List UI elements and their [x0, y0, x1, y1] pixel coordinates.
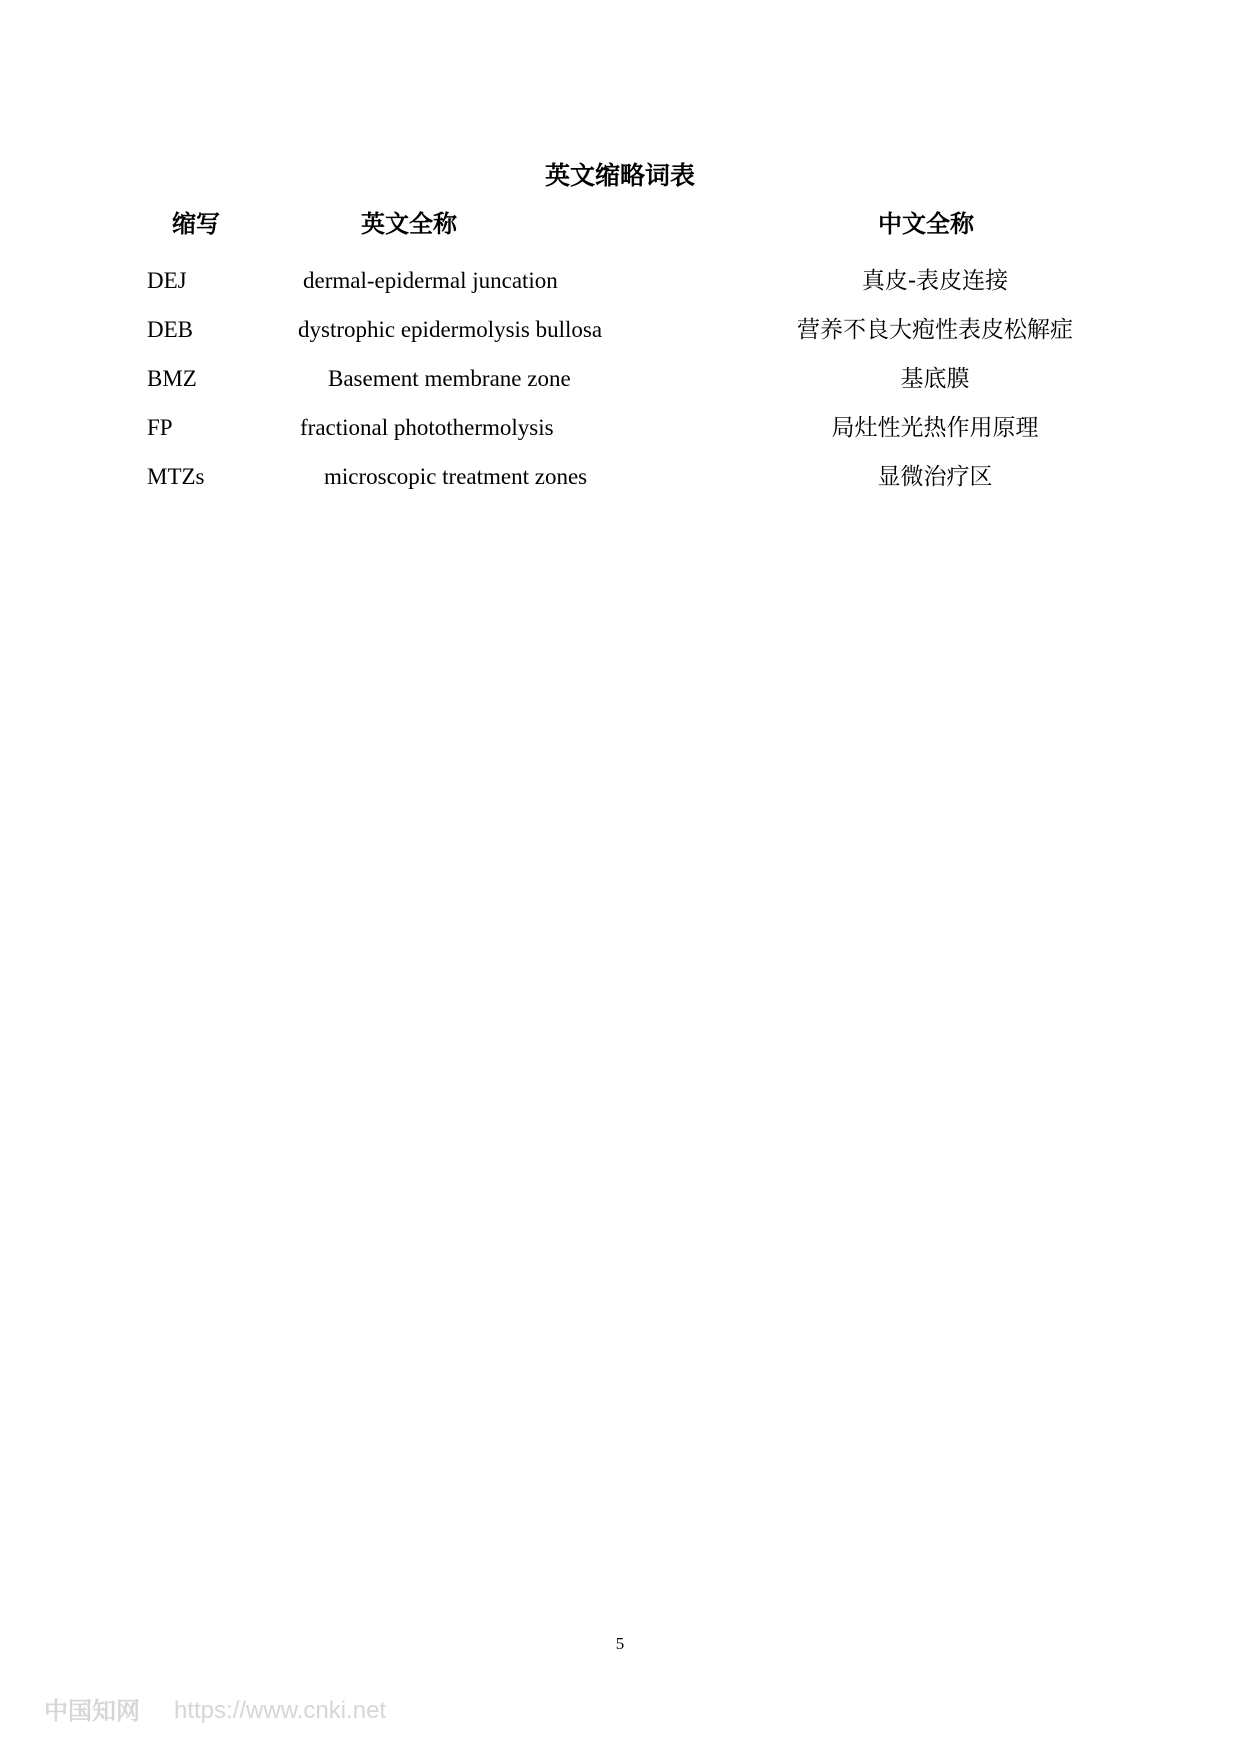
english-full-name-cell: fractional photothermolysis — [300, 415, 554, 440]
table-row — [0, 410, 1240, 459]
table-row — [0, 312, 1240, 361]
header-chinese-full-name: 中文全称 — [878, 210, 974, 238]
cnki-watermark — [44, 1696, 386, 1726]
chinese-full-name-cell: 局灶性光热作用原理 — [831, 415, 1039, 441]
page-title: 英文缩略词表 — [544, 161, 695, 190]
header-abbreviation: 缩写 — [172, 210, 220, 238]
table-row — [0, 459, 1240, 508]
abbreviation-cell: DEB — [147, 317, 193, 342]
page-number: 5 — [615, 1634, 625, 1653]
english-full-name-cell: dermal-epidermal juncation — [303, 268, 558, 293]
abbreviation-cell: FP — [147, 415, 173, 440]
abbreviation-cell: BMZ — [147, 366, 197, 391]
header-english-full-name: 英文全称 — [361, 210, 457, 238]
chinese-full-name-cell: 真皮-表皮连接 — [861, 268, 1009, 294]
watermark-url: https://www.cnki.net — [174, 1697, 387, 1724]
chinese-full-name-cell: 显微治疗区 — [877, 464, 993, 490]
watermark-logo-text: 中国知网 — [44, 1697, 140, 1725]
abbreviation-cell: DEJ — [147, 268, 187, 293]
abbreviation-cell: MTZs — [147, 464, 205, 489]
chinese-full-name-cell: 营养不良大疱性表皮松解症 — [797, 317, 1073, 343]
english-full-name-cell: microscopic treatment zones — [324, 464, 588, 489]
abbreviation-table — [0, 263, 1240, 508]
table-header-row — [0, 206, 1240, 242]
english-full-name-cell: dystrophic epidermolysis bullosa — [298, 317, 603, 342]
table-row — [0, 361, 1240, 410]
table-row — [0, 263, 1240, 312]
chinese-full-name-cell: 基底膜 — [900, 366, 970, 392]
english-full-name-cell: Basement membrane zone — [328, 366, 571, 391]
